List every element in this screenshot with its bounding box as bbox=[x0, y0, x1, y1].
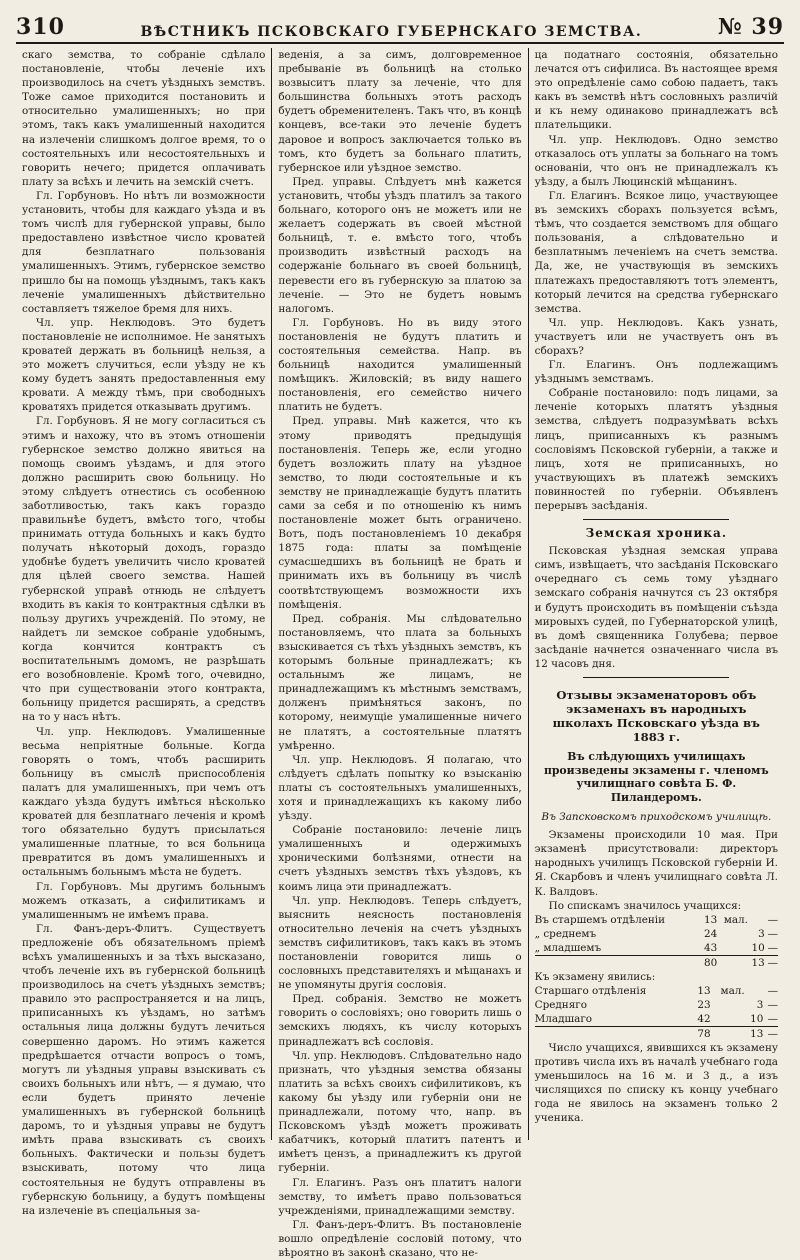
table-row bbox=[535, 998, 778, 1012]
table-cell-unit-b: — bbox=[767, 927, 778, 940]
table-cell-unit-a bbox=[717, 927, 748, 941]
table-cell-a: 13 bbox=[697, 984, 711, 997]
table-cell-b bbox=[745, 984, 764, 998]
column-1 bbox=[16, 48, 271, 1217]
section-heading-reviews: Отзывы экзаменаторовъ объ экзаменахъ въ народныхъ школахъ Псковскаго уѣзда въ 1883 г. bbox=[552, 688, 760, 745]
divider bbox=[583, 519, 729, 520]
table-row bbox=[535, 927, 778, 941]
came-table bbox=[535, 984, 778, 1041]
table-cell-label bbox=[535, 955, 701, 970]
paragraph: Гл. Елагинъ. Разъ онъ платитъ налоги земству, то имѣетъ право пользоваться учрежденіями, принадлежащими земству. bbox=[278, 1176, 522, 1217]
paragraph: Гл. Горбуновъ. Но нѣтъ ли возможности установить, чтобы для каждаго уѣзда и въ томъ числѣ для губернской управы, было предоставлено извѣстное число кроватей для безплатнаго пользованія умалишенныхъ. Этимъ, губернское земство пришло бы на помощь уѣзднымъ, такъ какъ леченіе умалишенныхъ дѣйствительно составляетъ тяжелое бремя для нихъ. bbox=[22, 189, 266, 315]
table-cell-b: 10 bbox=[750, 1012, 764, 1025]
text-columns bbox=[16, 48, 784, 1259]
table-cell-unit-b: — bbox=[767, 913, 778, 926]
paragraph: Пред. управы. Мнѣ кажется, что къ этому приводятъ предыдущія постановленія. Теперь же, если угодно будетъ возложить плату на уѣздное земство, то люди состоятельные и къ земству не принадлежащіе будутъ платить сами за себя и по отношенію къ нимъ постановленіе может быть ограничено. Вотъ, подъ постановленіемъ 10 декабря 1875 года: платы за помѣщеніе сумасшедшихъ въ больницѣ не брать и принимать ихъ въ больницу въ числѣ соотвѣтствующемъ возможности ихъ помѣщенія. bbox=[278, 415, 522, 611]
paragraph: Собраніе постановило: леченіе лицъ умалишенныхъ и одержимыхъ хроническими болѣзнями, отнести на счетъ уѣздныхъ земствъ тѣхъ уѣздовъ, къ коимъ лица эти принадлежатъ. bbox=[278, 824, 522, 893]
table-cell-a: 13 bbox=[703, 913, 718, 926]
table-cell-label: Старшаго отдѣленія bbox=[534, 984, 647, 997]
table-row bbox=[535, 913, 778, 927]
page-header bbox=[16, 8, 784, 44]
table-cell-label: „ младшемъ bbox=[534, 941, 602, 954]
table-cell-unit-a bbox=[711, 998, 745, 1012]
paragraph: Чл. упр. Неклюдовъ. Какъ узнать, участвуетъ или не участвуетъ онъ въ сборахъ? bbox=[534, 316, 778, 357]
paragraph: Гл. Фанъ-деръ-Флитъ. Существуетъ предложеніе объ обязательномъ пріемѣ всѣхъ умалишенныхъ и за тѣхъ высказано, чтобъ леченіе ихъ въ губернской больницѣ производилось на счетъ уѣздныхъ земствъ; правило это распространяется и на лицъ, приписанныхъ къ уѣздамъ, но затѣмъ остальныя лица должны будутъ лечиться совершенно даромъ. Но этимъ кажется предрѣшается отчасти вопросъ о томъ, могутъ ли уѣздныя управы взыскивать съ своихъ больныхъ или нѣтъ, — я думаю, что если будетъ принято леченіе умалишенныхъ въ губернской больницѣ даромъ, то и уѣздныя управы не будутъ имѣть права взыскивать съ своихъ больныхъ. Фактически и пользы будетъ взыскивать, потому что лица состоятельныя не будутъ отправлены въ губернскую больницу, а будутъ помѣщены на излеченіе въ спеціальныя за- bbox=[22, 922, 266, 1217]
paragraph: Чл. упр. Неклюдовъ. Я полагаю, что слѣдуетъ сдѣлать попытку ко взысканію платы съ состоятельныхъ умалишенныхъ, хотя и принадлежащихъ къ какому либо уѣзду. bbox=[278, 753, 522, 823]
table-cell-label: Въ старшемъ отдѣленіи bbox=[534, 913, 666, 926]
table-cell-a: 24 bbox=[703, 927, 718, 940]
paragraph: Чл. упр. Неклюдовъ. Умалишенные весьма непріятные больные. Когда говорять о томъ, чтобъ расширить больницу въ смыслѣ приспособленія палатъ для умалишенныхъ, при чемъ отъ каждаго уѣзда будутъ имѣться нѣсколько кроватей для безплатнаго леченія и кромѣ того обязательно будутъ присылаться умалишенные платные, то вся больница превратится въ домъ умалишенныхъ и остальнымъ больнымъ мѣста не будетъ. bbox=[22, 725, 266, 879]
table-cell-unit-a bbox=[717, 941, 748, 956]
reviews-intro: Экзамены происходили 10 мая. При экзаменѣ присутствовали: директоръ народныхъ училищъ Псковской губерніи И. Я. Скарбовъ и членъ училищнаго совѣта Л. К. Валдовъ. bbox=[534, 829, 778, 898]
table-cell-a: 42 bbox=[697, 1012, 711, 1025]
table-cell-a: 23 bbox=[697, 998, 711, 1011]
table-cell-label: Младшаго bbox=[534, 1012, 593, 1025]
listed-heading: По спискамъ значилось учащихся: bbox=[548, 899, 742, 912]
table-cell-unit-a bbox=[711, 1012, 745, 1027]
journal-title: ВѢСТНИКЪ ПСКОВСКАГО ГУБЕРНСКАГО ЗЕМСТВА. bbox=[140, 24, 643, 40]
paragraph: Чл. упр. Неклюдовъ. Теперь слѣдуетъ, выяснить неясность постановленія относительно леченія на счетъ уѣздныхъ земствъ сифилитиковъ, такъ какъ въ этомъ постановленіи говорится лишь о сословныхъ представителяхъ и мѣщанахъ и не упомянуты другія сословія. bbox=[278, 894, 522, 992]
paragraph: Гл. Горбуновъ. Но въ виду этого постановленія не будутъ платить и состоятельныя семейства. Напр. въ больницѣ находится умалишенный помѣщикъ. Жиловскій; въ виду нашего постановленія, его семейство ничего платить не будетъ. bbox=[278, 316, 522, 414]
table-cell-unit-b: — bbox=[767, 1012, 778, 1025]
table-cell-unit-a bbox=[717, 955, 748, 970]
table-cell-b: 10 bbox=[751, 941, 765, 954]
paragraph: Пред. управы. Слѣдуетъ мнѣ кажется установить, чтобы уѣздъ платилъ за такого больнаго, которого онъ не можетъ или не желаетъ содержать въ своей мѣстной больницѣ, т. е. вмѣсто того, чтобъ производить извѣстный расходъ на содержаніе больнаго въ своей больницѣ, перевести его въ губернскую за платою за леченіе. — Это не будетъ новымъ налогомъ. bbox=[278, 175, 522, 315]
paragraph: скаго земства, то собраніе сдѣлало постановленіе, чтобы леченіе ихъ производилось на счетъ уѣздныхъ земствъ. Тоже самое приходится постановить и относительно умалишенныхъ; но при этомъ, такъ какъ умалишенный находится на излеченіи слишкомъ долгое время, то о состоятельныхъ или несостоятельныхъ и говорить нечего; придется оплачивать плату за всѣхъ и лечить на земскій счетъ. bbox=[22, 49, 266, 188]
chronicle-text: Псковская уѣздная земская управа симъ, извѣщаетъ, что засѣданія Псковскаго очереднаго съ семь тому уѣзднаго земскаго собранія начнутся съ 23 октября и будутъ происходить въ помѣщеніи съѣзда мировыхъ судей, по Губернаторской улицѣ, въ домѣ священника Голубева; первое засѣданіе начнется означеннаго числа въ 12 часовъ дня. bbox=[534, 545, 778, 670]
paragraph: веденія, а за симъ, долговременное пребываніе въ больницѣ на столько возвыситъ плату за леченіе, что для большинства больныхъ этотъ расходъ будетъ обременителенъ. Такъ что, въ концѣ концевъ, все-таки это леченіе будетъ даровое и вопросъ заключается только въ томъ, кто будетъ за больнаго платить, губернское или уѣздное земство. bbox=[278, 49, 522, 174]
paragraph: Чл. упр. Неклюдовъ. Одно земство отказалось отъ уплаты за больнаго на томъ основаніи, что онъ не принадлежалъ къ уѣзду, а былъ Люцинскій мѣщанинъ. bbox=[534, 133, 778, 188]
table-cell-unit-a: мал. bbox=[723, 913, 748, 926]
table-cell-b: 3 bbox=[758, 927, 765, 940]
came-heading: Къ экзамену явились: bbox=[534, 970, 656, 983]
school-heading: Въ Запсковскомъ приходскомъ училищѣ. bbox=[541, 811, 772, 824]
table-cell-label: „ среднемъ bbox=[534, 927, 597, 940]
table-cell-a: 80 bbox=[700, 955, 717, 970]
table-cell-b: 13 bbox=[745, 1026, 764, 1041]
table-cell-unit-b: — bbox=[765, 955, 778, 970]
table-cell-unit-a bbox=[711, 1026, 745, 1041]
paragraph: Гл. Горбуновъ. Мы другимъ больнымъ можемъ отказать, а сифилитикамъ и умалишеннымъ не имѣемъ права. bbox=[22, 880, 266, 921]
table-row bbox=[535, 955, 778, 970]
table-cell-label: Средняго bbox=[534, 998, 587, 1011]
table-cell-a: 43 bbox=[703, 941, 718, 954]
paragraph: Гл. Фанъ-деръ-Флитъ. Въ постановленіе вошло опредѣленіе сословій потому, что вѣроятно въ законѣ сказано, что не- bbox=[278, 1218, 522, 1259]
table-cell-label bbox=[535, 1026, 692, 1041]
paragraph: Собраніе постановило: подъ лицами, за леченіе которыхъ платятъ уѣздныя земства, слѣдуетъ подразумѣвать всѣхъ лицъ, приписанныхъ къ разнымъ сословіямъ Псковской губерніи, а также и лицъ, хотя не приписанныхъ, но участвующихъ въ платежѣ земскихъ повинностей по губерніи. Объявленъ перерывъ засѣданія. bbox=[534, 387, 778, 512]
table-cell-unit-a: мал. bbox=[720, 984, 745, 997]
table-row bbox=[535, 984, 778, 998]
reviews-subtitle: Въ слѣдующихъ училищахъ произведены экзамены г. членомъ училищнаго совѣта Б. Ф. Пиландеромъ. bbox=[543, 750, 769, 804]
table-row bbox=[535, 941, 778, 956]
paragraph: Чл. упр. Неклюдовъ. Слѣдовательно надо признать, что уѣздныя земства обязаны платить за всѣхъ своихъ сифилитиковъ, къ какому бы уѣзду или губерніи они не принадлежали, потому что, напр. въ Псковскомъ уѣздѣ можетъ проживать кабатчикъ, который платитъ патентъ и имѣетъ цензъ, а принадлежитъ къ другой губерніи. bbox=[278, 1049, 522, 1175]
table-row bbox=[535, 1012, 778, 1027]
table-cell-unit-b: — bbox=[767, 941, 778, 954]
table-cell-unit-b: — bbox=[767, 998, 778, 1011]
section-heading-chronicle: Земская хроника. bbox=[585, 526, 727, 541]
table-cell-b bbox=[748, 913, 765, 927]
paragraph: Гл. Елагинъ. Всякое лицо, участвующее въ земскихъ сборахъ пользуется всѣмъ, тѣмъ, что создается земствомъ для общаго пользованія, а слѣдовательно и безплатнымъ леченіемъ на счетъ земства. Да, же, не участвующія въ земскихъ платежахъ предоставляютъ тотъ элементъ, который лечится на средства губернскаго земства. bbox=[534, 189, 778, 315]
listed-table bbox=[535, 913, 778, 970]
table-cell-unit-b: — bbox=[767, 984, 778, 997]
table-cell-b: 3 bbox=[756, 998, 764, 1011]
table-cell-b: 13 bbox=[748, 955, 765, 970]
paragraph: Пред. собранія. Мы слѣдовательно постановляемъ, что плата за больныхъ взыскивается съ тѣхъ уѣздныхъ земствъ, къ которымъ больные принадлежатъ; къ остальнымъ же лицамъ, не принадлежащимъ къ мѣстнымъ земствамъ, долженъ примѣняться законъ, по которому, неимущіе умалишенные ничего не платятъ, а состоятельные платятъ умѣренно. bbox=[278, 612, 522, 752]
paragraph: Гл. Горбуновъ. Я не могу согласиться съ этимъ и нахожу, что въ этомъ отношеніи губернское земство должно явиться на помощь своимъ уѣздамъ, и для этого должно расширить свою больницу. Но этому слѣдуетъ отнестись съ особенною заботливостью, такъ какъ гораздо правильнѣе будетъ, вмѣсто того, чтобы принимать оттуда больныхъ и какъ будто получать нѣкоторый доходъ, гораздо удобнѣе будетъ увеличить число кроватей для цѣлей своего земства. Нашей губернской управѣ отнюдь не слѣдуетъ входить въ какія то контрактныя сдѣлки въ пользу другихъ учрежденій. По этому, не найдетъ ли земское собраніе удобнымъ, когда кончится контрактъ съ воспитательнымъ домомъ, не разрѣшать его возобновленіе. Кромѣ того, очевидно, что при существованіи этого контракта, больницу придется расширять, а средствъ на то у насъ нѣтъ. bbox=[22, 415, 266, 724]
table-row bbox=[535, 1026, 778, 1041]
paragraph: Пред. собранія. Земство не можетъ говорить о сословіяхъ; оно говорить лишь о земскихъ людяхъ, къ числу которыхъ принадлежатъ всѣ сословія. bbox=[278, 993, 522, 1048]
issue-number: № 39 bbox=[717, 14, 784, 40]
page-number: 310 bbox=[16, 14, 65, 40]
paragraph: Чл. упр. Неклюдовъ. Это будетъ постановленіе не исполнимое. Не занятыхъ кроватей держать въ больницѣ нельзя, а это можетъ случиться, если уѣзду не къ кому будетъ занять предоставленныя ему кровати. А между тѣмъ, при свободныхъ кроватяхъ придется отказывать другимъ. bbox=[22, 316, 266, 414]
reviews-closing: Число учащихся, явившихся къ экзамену противъ числа ихъ въ началѣ учебнаго года уменьшилось на 16 м. и 3 д., а изъ числящихся по списку къ концу учебнаго года не явилось на экзаменъ только 2 ученика. bbox=[534, 1041, 778, 1125]
divider bbox=[583, 677, 729, 678]
paragraph: Гл. Елагинъ. Онъ подлежащимъ уѣзднымъ земствамъ. bbox=[534, 359, 778, 386]
table-cell-unit-b: — bbox=[763, 1026, 778, 1041]
column-3 bbox=[528, 48, 784, 1140]
paragraph: ца податнаго состоянія, обязательно лечатся отъ сифилиса. Въ настоящее время это опредѣленіе само собою падаетъ, такъ какъ въ земствѣ нѣтъ сословныхъ различій и къ нему одинаково принадлежатъ всѣ плательщики. bbox=[534, 49, 778, 132]
column-2 bbox=[271, 48, 527, 1259]
table-cell-a: 78 bbox=[692, 1026, 711, 1041]
